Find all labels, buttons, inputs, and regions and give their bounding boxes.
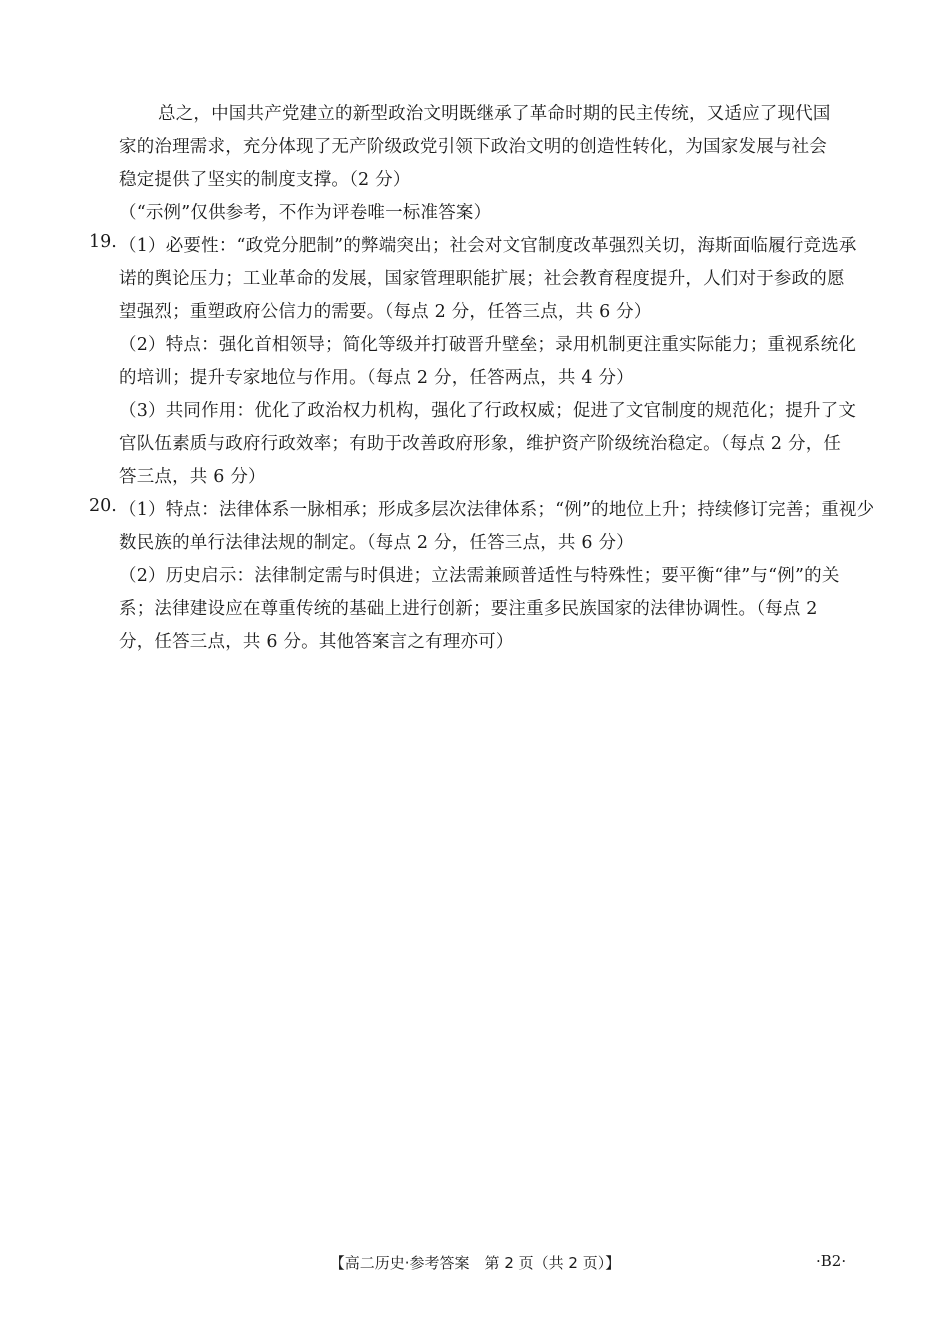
intro-note: （“示例”仅供参考，不作为评卷唯一标准答案）	[119, 203, 492, 223]
question-20-number: 20.	[89, 496, 117, 516]
q19-part2-line-2: 的培训；提升专家地位与作用。（每点 2 分，任答两点，共 4 分）	[119, 368, 634, 388]
q20-part2-line-1: （2）历史启示：法律制定需与时俱进；立法需兼顾普适性与特殊性；要平衡“律”与“例”的关	[119, 566, 840, 586]
page-id: ·B2·	[816, 1252, 847, 1270]
q19-part2-line-1: （2）特点：强化首相领导；简化等级并打破晋升壁垒；录用机制更注重实际能力；重视系统化	[119, 335, 857, 355]
intro-line-3: 稳定提供了坚实的制度支撑。（2 分）	[119, 170, 411, 190]
q20-part1-line-2: 数民族的单行法律法规的制定。（每点 2 分，任答三点，共 6 分）	[119, 533, 634, 553]
q20-part2-line-2: 系；法律建设应在尊重传统的基础上进行创新；要注重多民族国家的法律协调性。（每点 2	[119, 599, 818, 619]
intro-line-1: 总之，中国共产党建立的新型政治文明既继承了革命时期的民主传统，又适应了现代国	[158, 104, 831, 124]
q19-part1-line-1: （1）必要性：“政党分肥制”的弊端突出；社会对文官制度改革强烈关切，海斯面临履行竞选承	[119, 236, 857, 256]
q19-part3-line-1: （3）共同作用：优化了政治权力机构，强化了行政权威；促进了文官制度的规范化；提升了文	[119, 401, 857, 421]
q19-part1-line-3: 望强烈；重塑政府公信力的需要。（每点 2 分，任答三点，共 6 分）	[119, 302, 652, 322]
q19-part3-line-2: 官队伍素质与政府行政效率；有助于改善政府形象，维护资产阶级统治稳定。（每点 2 分，任	[119, 434, 842, 454]
q19-part3-line-3: 答三点，共 6 分）	[119, 467, 266, 487]
page-footer: 【高二历史·参考答案 第 2 页（共 2 页）】	[329, 1254, 621, 1272]
question-19-number: 19.	[89, 232, 117, 252]
q20-part2-line-3: 分，任答三点，共 6 分。其他答案言之有理亦可）	[119, 632, 514, 652]
q20-part1-line-1: （1）特点：法律体系一脉相承；形成多层次法律体系；“例”的地位上升；持续修订完善；重视少	[119, 500, 875, 520]
q19-part1-line-2: 诺的舆论压力；工业革命的发展，国家管理职能扩展；社会教育程度提升，人们对于参政的愿	[119, 269, 845, 289]
intro-line-2: 家的治理需求，充分体现了无产阶级政党引领下政治文明的创造性转化，为国家发展与社会	[119, 137, 827, 157]
